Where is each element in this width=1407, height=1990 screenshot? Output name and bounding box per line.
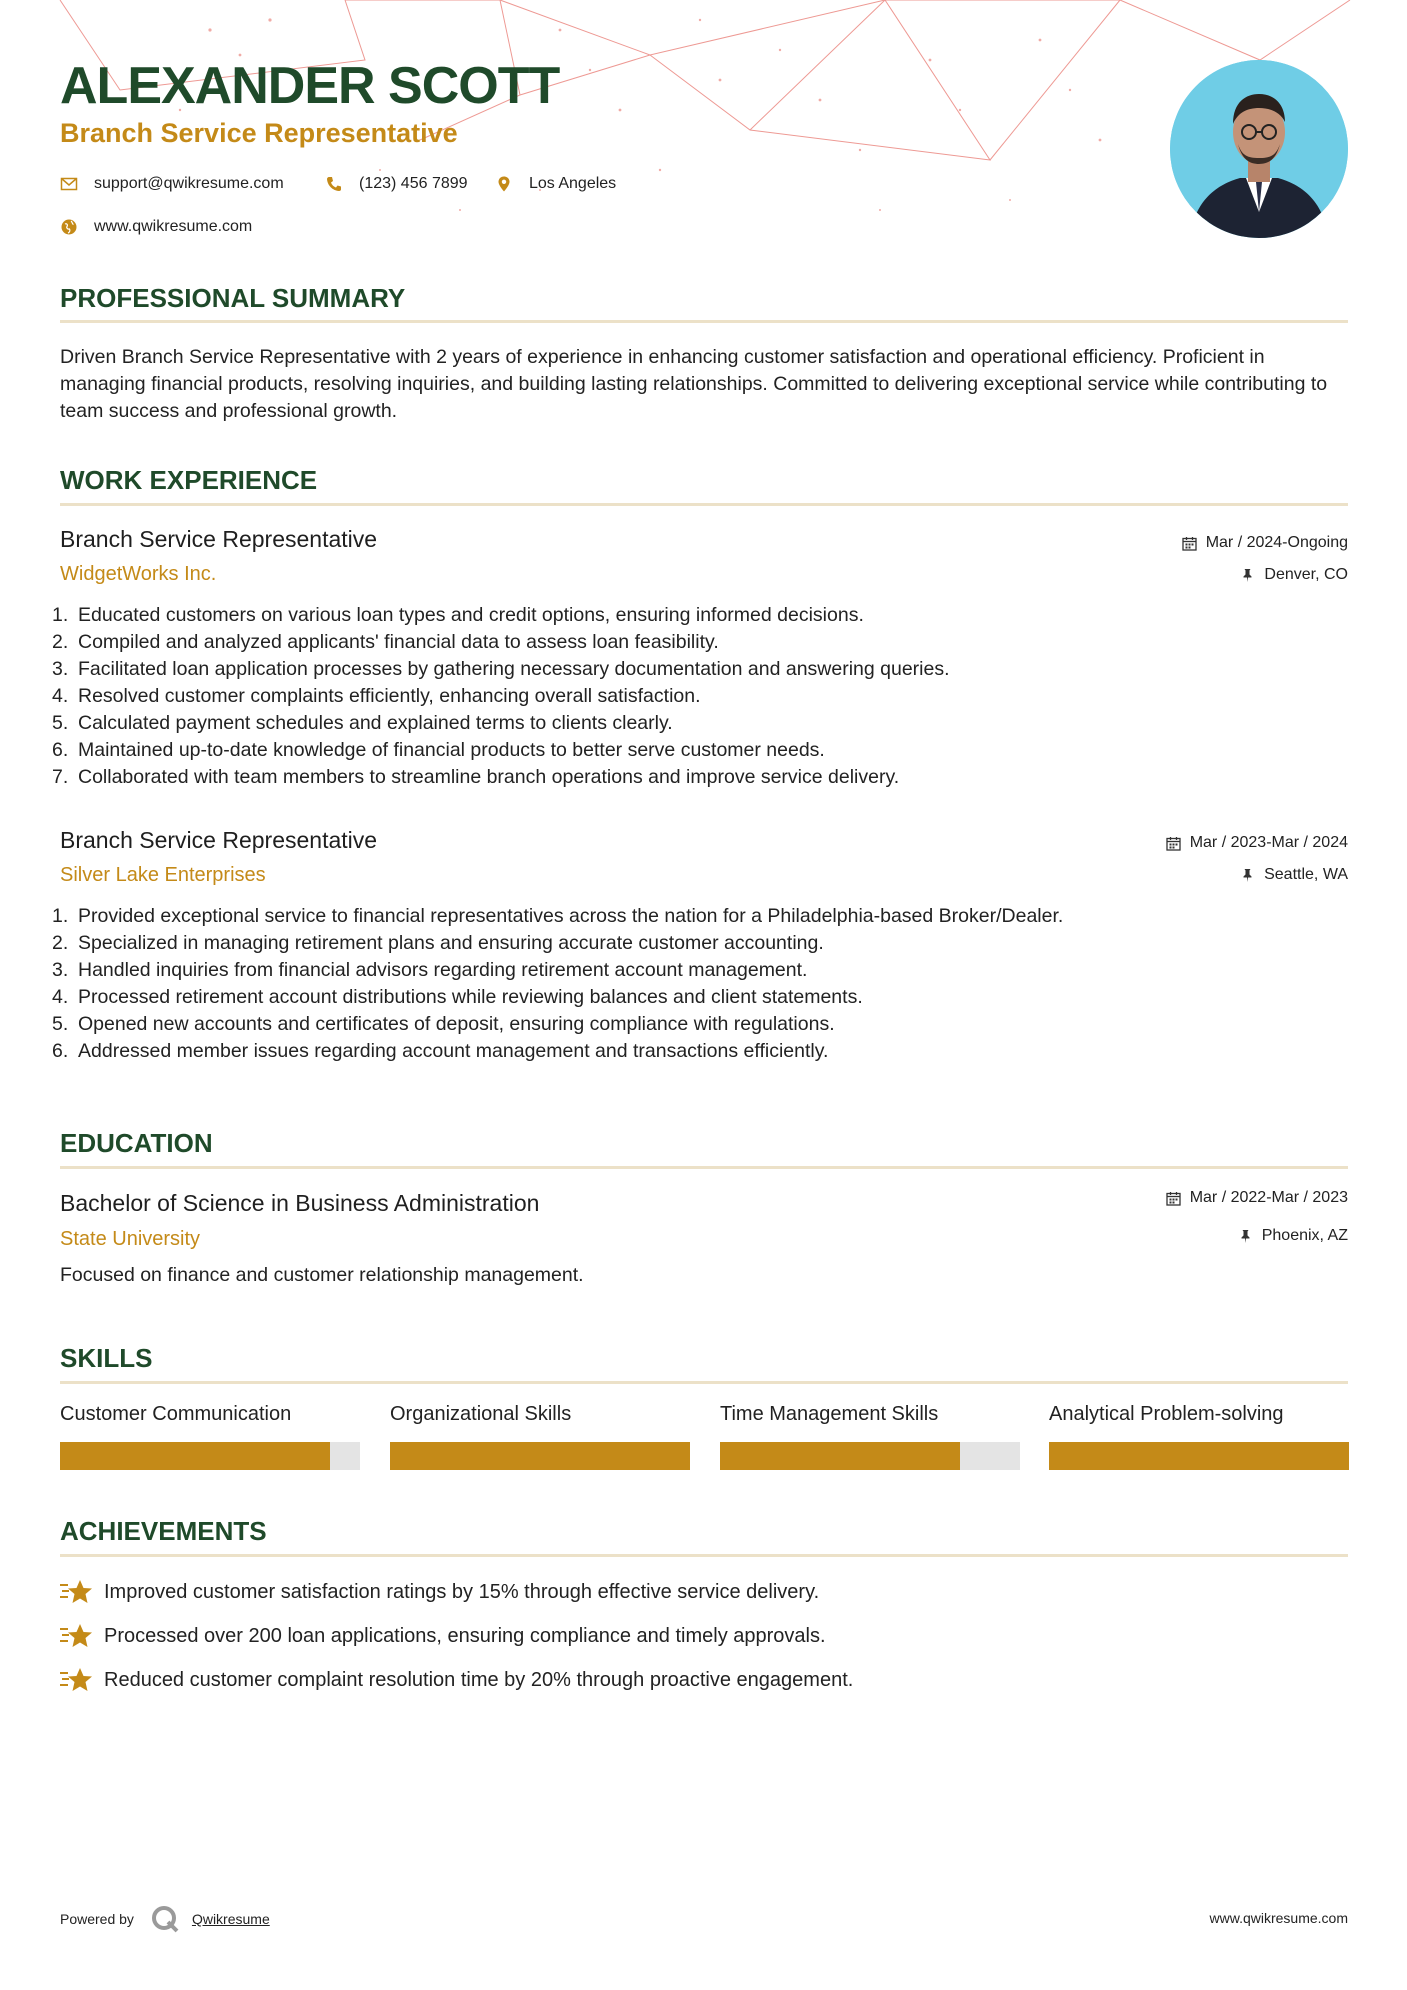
skill-label: Analytical Problem-solving	[1049, 1403, 1284, 1425]
experience-heading: WORK EXPERIENCE	[60, 465, 318, 495]
job-company: Silver Lake Enterprises	[60, 864, 266, 886]
job-location	[1240, 867, 1348, 883]
list-item: 1. Provided exceptional service to financial representatives across the nation for a Philadelphia-based Broker/Dealer.	[52, 905, 1064, 927]
achievement-text: Reduced customer complaint resolution time by 20% through proactive engagement.	[104, 1669, 854, 1691]
pushpin-icon	[1240, 568, 1255, 583]
education-divider	[60, 1166, 1348, 1169]
skill-bar	[390, 1442, 690, 1470]
education-dates-text: Mar / 2022-Mar / 2023	[1189, 1189, 1348, 1206]
candidate-title: Branch Service Representative	[60, 118, 458, 148]
map-pin-icon	[495, 175, 513, 193]
contact-email-text: support@qwikresume.com	[94, 175, 284, 192]
education-location	[1238, 1228, 1348, 1244]
contact-website[interactable]	[60, 218, 252, 236]
summary-heading: PROFESSIONAL SUMMARY	[60, 283, 406, 313]
job-duties-list	[52, 903, 1348, 1065]
contact-website-text: www.qwikresume.com	[94, 218, 253, 235]
skill-bar	[1049, 1442, 1349, 1470]
skill-label: Time Management Skills	[720, 1403, 939, 1425]
skill-label: Customer Communication	[60, 1403, 292, 1425]
achievement-item	[60, 1622, 826, 1650]
skill-item	[720, 1404, 1020, 1424]
skill-bar	[720, 1442, 1020, 1470]
contact-phone[interactable]	[325, 175, 468, 193]
job-location-text: Denver, CO	[1264, 566, 1348, 583]
contact-phone-text: (123) 456 7899	[359, 175, 468, 192]
job-duties-list	[52, 602, 1348, 791]
list-item: 6. Addressed member issues regarding account management and transactions efficiently.	[52, 1040, 829, 1062]
experience-divider	[60, 503, 1348, 506]
achievement-text: Improved customer satisfaction ratings by 15% through effective service delivery.	[104, 1581, 820, 1603]
powered-by-text: Powered by	[60, 1911, 134, 1927]
list-item: 4. Processed retirement account distributions while reviewing balances and client statements.	[52, 986, 863, 1008]
job-location-text: Seattle, WA	[1264, 866, 1348, 883]
job-dates	[1166, 835, 1348, 851]
list-item: 3. Handled inquiries from financial advisors regarding retirement account management.	[52, 959, 808, 981]
globe-icon	[60, 218, 78, 236]
list-item: 4. Resolved customer complaints efficiently, enhancing overall satisfaction.	[52, 685, 701, 707]
footer-website[interactable]: www.qwikresume.com	[1209, 1910, 1348, 1926]
qwikresume-logo-icon	[150, 1904, 180, 1934]
education-degree: Bachelor of Science in Business Administration	[60, 1190, 540, 1216]
job-title: Branch Service Representative	[60, 526, 378, 552]
education-location-text: Phoenix, AZ	[1261, 1227, 1348, 1244]
skills-divider	[60, 1381, 1348, 1384]
job-dates-text: Mar / 2024-Ongoing	[1205, 534, 1348, 551]
job-company: WidgetWorks Inc.	[60, 563, 217, 585]
star-badge-icon	[60, 1666, 92, 1694]
profile-photo	[1170, 60, 1348, 238]
skill-bar-fill	[60, 1442, 330, 1470]
candidate-name: ALEXANDER SCOTT	[60, 57, 560, 115]
skills-heading: SKILLS	[60, 1343, 153, 1373]
education-school: State University	[60, 1228, 201, 1250]
pushpin-icon	[1240, 868, 1255, 883]
contact-location	[495, 175, 616, 193]
calendar-icon	[1182, 536, 1197, 551]
contact-email[interactable]	[60, 175, 284, 193]
skill-bar-fill	[720, 1442, 960, 1470]
qwikresume-link[interactable]: Qwikresume	[191, 1911, 270, 1927]
pushpin-icon	[1238, 1229, 1253, 1244]
summary-divider	[60, 320, 1348, 323]
job-dates-text: Mar / 2023-Mar / 2024	[1189, 834, 1348, 851]
skill-bar-fill	[1049, 1442, 1349, 1470]
summary-text: Driven Branch Service Representative with 2 years of experience in enhancing customer satisfaction and operational efficiency. Proficient in managing financial products, resolving inquiries, and building lasting relationships. Committed to delivering exceptional service while contributing to team success and professional growth.	[60, 346, 1328, 422]
achievement-item	[60, 1666, 853, 1694]
skill-bar-fill	[390, 1442, 690, 1470]
contact-location-text: Los Angeles	[529, 175, 617, 192]
star-badge-icon	[60, 1622, 92, 1650]
list-item: 2. Compiled and analyzed applicants' financial data to assess loan feasibility.	[52, 631, 719, 653]
achievement-item	[60, 1578, 819, 1606]
list-item: 2. Specialized in managing retirement plans and ensuring accurate customer accounting.	[52, 932, 824, 954]
calendar-icon	[1166, 1191, 1181, 1206]
job-title: Branch Service Representative	[60, 827, 378, 853]
skill-bar	[60, 1442, 360, 1470]
envelope-icon	[60, 175, 78, 193]
list-item: 5. Opened new accounts and certificates of deposit, ensuring compliance with regulations.	[52, 1013, 835, 1035]
list-item: 1. Educated customers on various loan types and credit options, ensuring informed decisions.	[52, 604, 864, 626]
education-dates	[1166, 1190, 1348, 1206]
footer-powered-by	[60, 1904, 270, 1934]
skill-label: Organizational Skills	[390, 1403, 572, 1425]
job-dates	[1182, 535, 1348, 551]
achievements-heading: ACHIEVEMENTS	[60, 1516, 267, 1546]
skill-item	[1049, 1404, 1349, 1424]
achievements-divider	[60, 1554, 1348, 1557]
list-item: 7. Collaborated with team members to streamline branch operations and improve service delivery.	[52, 766, 900, 788]
list-item: 5. Calculated payment schedules and explained terms to clients clearly.	[52, 712, 673, 734]
achievement-text: Processed over 200 loan applications, ensuring compliance and timely approvals.	[104, 1625, 826, 1647]
star-badge-icon	[60, 1578, 92, 1606]
list-item: 3. Facilitated loan application processes by gathering necessary documentation and answering queries.	[52, 658, 950, 680]
phone-icon	[325, 175, 343, 193]
calendar-icon	[1166, 836, 1181, 851]
skill-item	[390, 1404, 690, 1424]
job-location	[1240, 567, 1348, 583]
education-description: Focused on finance and customer relationship management.	[60, 1264, 584, 1286]
list-item: 6. Maintained up-to-date knowledge of financial products to better serve customer needs.	[52, 739, 825, 761]
education-heading: EDUCATION	[60, 1128, 213, 1158]
skill-item	[60, 1404, 360, 1424]
